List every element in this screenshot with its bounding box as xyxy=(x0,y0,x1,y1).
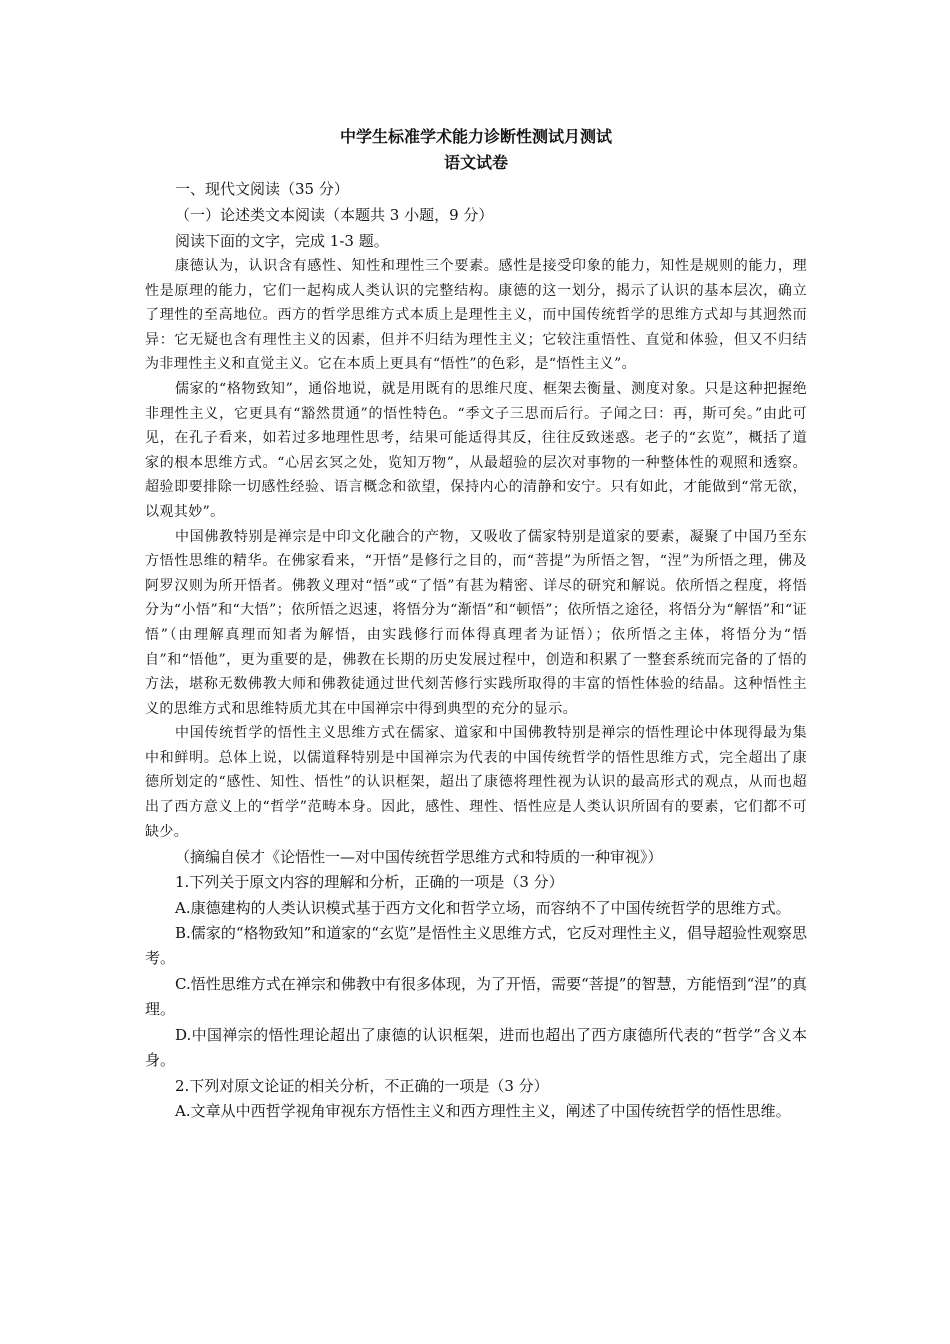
question-1-option-a: A.康德建构的人类认识模式基于西方文化和哲学立场，而容纳不了中国传统哲学的思维方式。 xyxy=(175,898,791,917)
subsection-heading: （一）论述类文本阅读（本题共 3 小题，9 分） xyxy=(175,206,494,224)
passage-source: （摘编自侯才《论悟性一—对中国传统哲学思维方式和特质的一种审视》） xyxy=(175,848,663,867)
passage-paragraph-3: 中国佛教特别是禅宗是中印文化融合的产物，又吸收了儒家特别是道家的要素，凝聚了中国乃至东方悟性思维的精华。在佛家看来，“开悟”是修行之目的，而“菩提”为所悟之智，“涅”为所悟之理，佛及阿罗汉则为所开悟者。佛教义理对“悟”或“了悟”有甚为精密、详尽的研究和解说。依所悟之程度，将悟分为“小悟”和“大悟”；依所悟之迟速，将悟分为“渐悟”和“顿悟”；依所悟之途径，将悟分为“解悟”和“证悟”（由理解真理而知者为解悟，由实践修行而体得真理者为证悟）；依所悟之主体，将悟分为“悟自”和“悟他”，更为重要的是，佛教在长期的历史发展过程中，创造和积累了一整套系统而完备的了悟的方法，堪称无数佛教大师和佛教徒通过世代刻苦修行实践所取得的丰富的悟性体验的结晶。这种悟性主义的思维方式和思维特质尤其在中国禅宗中得到典型的充分的显示。 xyxy=(145,528,807,717)
question-2-option-a: A.文章从中西哲学视角审视东方悟性主义和西方理性主义，阐述了中国传统哲学的悟性思维。 xyxy=(175,1101,791,1120)
exam-subtitle: 语文试卷 xyxy=(443,153,508,172)
passage-paragraph-1: 康德认为，认识含有感性、知性和理性三个要素。感性是接受印象的能力，知性是规则的能力，理性是原理的能力，它们一起构成人类认识的完整结构。康德的这一划分，揭示了认识的基本层次，确立了理性的至高地位。西方的哲学思维方式本质上是理性主义，而中国传统哲学的思维方式却与其迥然而异：它无疑也含有理性主义的因素，但并不归结为理性主义；它较注重悟性、直觉和体验，但又不归结为非理性主义和直觉主义。它在本质上更具有“悟性”的色彩，是“悟性主义”。 xyxy=(145,258,807,373)
exam-content xyxy=(145,124,807,1124)
passage-paragraph-2: 儒家的“格物致知”，通俗地说，就是用既有的思维尺度、框架去衡量、测度对象。只是这种把握绝非理性主义，它更具有“豁然贯通”的悟性特色。“季文子三思而后行。子闻之曰：再，斯可矣。”由此可见，在孔子看来，如若过多地理性思考，结果可能适得其反，往往反致迷惑。老子的“玄览”，概括了道家的根本思维方式。“心居玄冥之处，览知万物”，从最超验的层次对事物的一种整体性的观照和透察。超验即要排除一切感性经验、语言概念和欲望，保持内心的清静和安宁。只有如此，才能做到“常无欲，以观其妙”。 xyxy=(145,380,807,520)
question-1-option-c: C.悟性思维方式在禅宗和佛教中有很多体现，为了开悟，需要“菩提”的智慧，方能悟到“涅”的真理。 xyxy=(145,974,807,1019)
instruction: 阅读下面的文字，完成 1-3 题。 xyxy=(175,232,389,250)
section-heading: 一、现代文阅读（35 分） xyxy=(175,180,349,198)
question-1-stem: 1.下列关于原文内容的理解和分析，正确的一项是（3 分） xyxy=(175,873,564,892)
question-1-option-d: D.中国禅宗的悟性理论超出了康德的认识框架，进而也超出了西方康德所代表的“哲学”含义本身。 xyxy=(145,1025,807,1070)
exam-title: 中学生标准学术能力诊断性测试月测试 xyxy=(339,127,612,146)
question-1-option-b: B.儒家的“格物致知”和道家的“玄览”是悟性主义思维方式，它反对理性主义，倡导超验性观察思考。 xyxy=(145,924,807,968)
question-2-stem: 2.下列对原文论证的相关分析，不正确的一项是（3 分） xyxy=(175,1076,549,1095)
passage-paragraph-4: 中国传统哲学的悟性主义思维方式在儒家、道家和中国佛教特别是禅宗的悟性理论中体现得最为集中和鲜明。总体上说，以儒道释特别是中国禅宗为代表的中国传统哲学的悟性思维方式，完全超出了康德所划定的“感性、知性、悟性”的认识框架，超出了康德将理性视为认识的最高形式的观点，从而也超出了西方意义上的“哲学”范畴本身。因此，感性、理性、悟性应是人类认识所固有的要素，它们都不可缺少。 xyxy=(145,725,807,840)
